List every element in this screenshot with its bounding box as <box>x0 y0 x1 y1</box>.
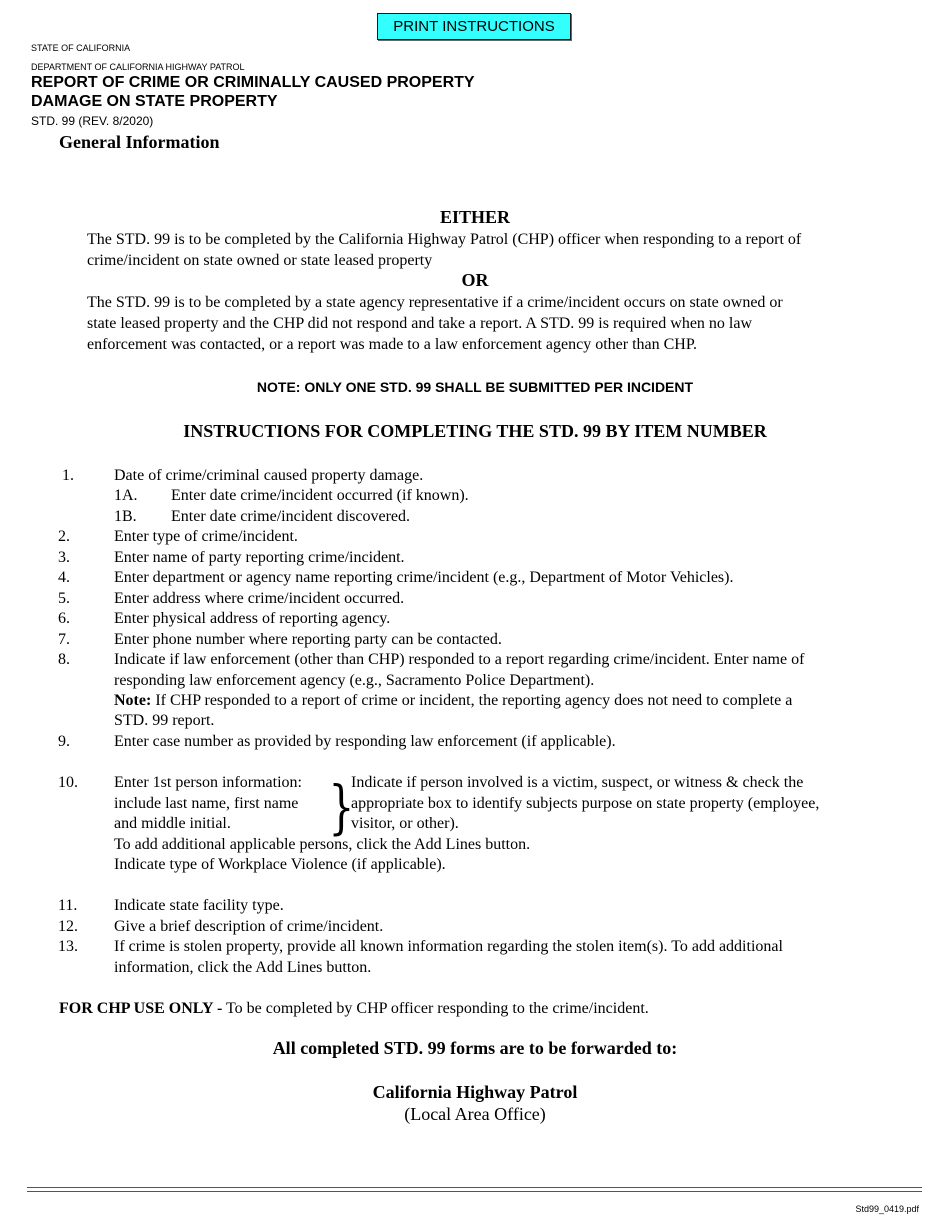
item-12-text: Give a brief description of crime/incident. <box>114 918 384 935</box>
item-6-number: 6. <box>58 610 70 627</box>
item-1b-text: Enter date crime/incident discovered. <box>171 508 411 525</box>
item-8-number: 8. <box>58 651 70 668</box>
forward-heading: All completed STD. 99 forms are to be forwarded to: <box>272 1038 678 1058</box>
chp-use-only <box>59 999 649 1020</box>
item-1-text: Date of crime/criminal caused property damage. <box>114 467 424 484</box>
item-10-left-line2: include last name, first name <box>114 795 299 812</box>
instructions-heading: INSTRUCTIONS FOR COMPLETING THE STD. 99 BY ITEM NUMBER <box>183 421 767 441</box>
item-10-right-line1: Indicate if person involved is a victim, suspect, or witness & check the <box>351 774 804 791</box>
note-one-per-incident: NOTE: ONLY ONE STD. 99 SHALL BE SUBMITTED PER INCIDENT <box>256 379 694 395</box>
item-11-text: Indicate state facility type. <box>114 897 284 914</box>
item-8-note-line1 <box>114 691 874 712</box>
item-1b-number: 1B. <box>114 508 137 525</box>
or-text-line2: state leased property and the CHP did not respond and take a report. A STD. 99 is required when no law <box>87 315 753 332</box>
item-8-note-text: If CHP responded to a report of crime or incident, the reporting agency does not need to complete a <box>151 692 793 709</box>
item-6-text: Enter physical address of reporting agency. <box>114 610 391 627</box>
item-1a-text: Enter date crime/incident occurred (if known). <box>171 487 469 504</box>
general-info-heading: General Information <box>59 132 220 152</box>
right-brace-icon: } <box>328 773 355 841</box>
form-title-line1: REPORT OF CRIME OR CRIMINALLY CAUSED PROPERTY <box>31 74 475 91</box>
or-text-line3: enforcement was contacted, or a report was made to a law enforcement agency other than CHP. <box>87 336 697 353</box>
item-10-right-line3: visitor, or other). <box>351 815 459 832</box>
state-label: STATE OF CALIFORNIA <box>31 43 131 53</box>
item-9-number: 9. <box>58 733 70 750</box>
item-13-text-line1: If crime is stolen property, provide all known information regarding the stolen item(s). To add additional <box>114 938 783 955</box>
item-7-text: Enter phone number where reporting party can be contacted. <box>114 631 502 648</box>
footer-rule-top <box>27 1187 922 1188</box>
item-13-number: 13. <box>58 938 78 955</box>
either-heading: EITHER <box>439 207 511 227</box>
item-12-number: 12. <box>58 918 78 935</box>
item-1a-number: 1A. <box>114 487 138 504</box>
item-8-note-label: Note: <box>114 692 152 709</box>
item-7-number: 7. <box>58 631 70 648</box>
item-9-text: Enter case number as provided by responding law enforcement (if applicable). <box>114 733 616 750</box>
either-text-line1: The STD. 99 is to be completed by the California Highway Patrol (CHP) officer when responding to a report of <box>87 231 802 248</box>
item-2-text: Enter type of crime/incident. <box>114 528 298 545</box>
form-title-line2: DAMAGE ON STATE PROPERTY <box>31 93 278 110</box>
item-4-number: 4. <box>58 569 70 586</box>
or-heading: OR <box>461 270 489 290</box>
item-13-text-line2: information, click the Add Lines button. <box>114 959 372 976</box>
item-8-note-line2: STD. 99 report. <box>114 712 215 729</box>
item-11-number: 11. <box>58 897 78 914</box>
form-revision: STD. 99 (REV. 8/2020) <box>31 114 154 128</box>
department-label: DEPARTMENT OF CALIFORNIA HIGHWAY PATROL <box>31 62 245 72</box>
item-8-text-line1: Indicate if law enforcement (other than CHP) responded to a report regarding crime/incident. Enter name of <box>114 651 805 668</box>
forward-org: California Highway Patrol <box>372 1082 578 1102</box>
item-8-text-line2: responding law enforcement agency (e.g., Sacramento Police Department). <box>114 672 595 689</box>
print-instructions-button[interactable]: PRINT INSTRUCTIONS <box>377 13 571 40</box>
item-5-text: Enter address where crime/incident occurred. <box>114 590 405 607</box>
item-10-left-line1: Enter 1st person information: <box>114 774 302 791</box>
chp-use-text: To be completed by CHP officer responding to the crime/incident. <box>222 1000 649 1017</box>
item-1-number: 1. <box>62 467 74 484</box>
item-3-number: 3. <box>58 549 70 566</box>
forward-office: (Local Area Office) <box>404 1104 546 1124</box>
chp-use-label: FOR CHP USE ONLY - <box>59 1000 223 1017</box>
item-10-right-line2: appropriate box to identify subjects purpose on state property (employee, <box>351 795 820 812</box>
item-10-extra-line1: To add additional applicable persons, click the Add Lines button. <box>114 836 531 853</box>
item-10-left-line3: and middle initial. <box>114 815 231 832</box>
item-4-text: Enter department or agency name reporting crime/incident (e.g., Department of Motor Vehicles). <box>114 569 734 586</box>
either-text-line2: crime/incident on state owned or state leased property <box>87 252 433 269</box>
item-10-number: 10. <box>58 774 78 791</box>
item-3-text: Enter name of party reporting crime/incident. <box>114 549 405 566</box>
item-5-number: 5. <box>58 590 70 607</box>
footer-rule-bottom <box>27 1191 922 1192</box>
item-2-number: 2. <box>58 528 70 545</box>
footer-file-id: Std99_0419.pdf <box>855 1204 919 1214</box>
or-text-line1: The STD. 99 is to be completed by a state agency representative if a crime/incident occurs on state owned or <box>87 294 783 311</box>
item-10-extra-line2: Indicate type of Workplace Violence (if applicable). <box>114 856 446 873</box>
